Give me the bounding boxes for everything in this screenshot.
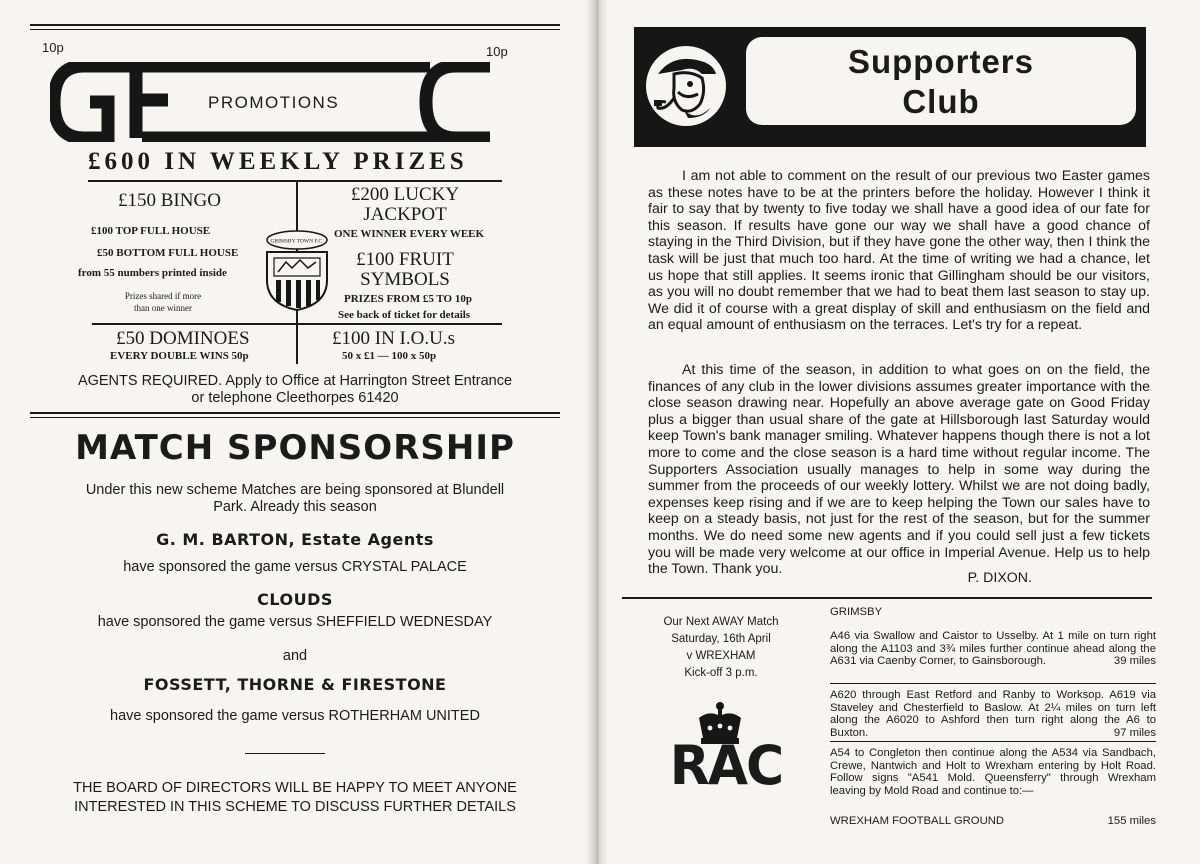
match-sponsorship-title: MATCH SPONSORSHIP — [75, 428, 515, 468]
route-leg-1-miles: 39 miles — [1113, 655, 1156, 668]
agents-required — [30, 373, 560, 407]
jackpot-title-1: £200 LUCKY — [350, 184, 460, 205]
fruit-line-1: PRIZES FROM £5 TO 10p — [344, 293, 472, 305]
route-leg-1-text: A46 via Swallow and Caistor to Usselby. At 1 mile on turn right along the A1103 and 3¾ miles further continue ahead along the A631 via Caenby Corner, to Gainsborough. — [830, 630, 1156, 668]
page-gutter — [586, 0, 608, 864]
route-leg-2 — [830, 689, 1156, 739]
weekly-prizes-heading: £600 IN WEEKLY PRIZES — [88, 148, 468, 175]
dominoes-line: EVERY DOUBLE WINS 50p — [110, 350, 249, 362]
sponsor-clouds-game: have sponsored the game versus SHEFFIELD WEDNESDAY — [97, 614, 493, 630]
ious-title: £100 IN I.O.U.s — [332, 328, 455, 349]
promotions-label: PROMOTIONS — [208, 93, 340, 112]
jackpot-line: ONE WINNER EVERY WEEK — [334, 228, 485, 240]
price-right: 10p — [486, 44, 508, 59]
notes-paragraph-2: At this time of the season, in addition to what goes on on the field, the finances of any club in the lower divisions assumes greater importance with the close season drawing near. Hopefully an above average gate on Good Friday plus a bigger than usual share of the gate at Hillsborough last Saturday would keep Town's bank manager smiling. Whatever happens though there is not a lot more to come and the close season is a hard time without regular income. The Supporters Association usually manages to help in some way during the summer from the proceeds of our weekly lottery. Whilst we are not doing badly, expenses keep rising and if we are to keep helping the Town our sales have to keep on a steady basis, not just for the rest of the season, but for the summer months. We do need some new agents and if you could sell just a few tickets you will be made very welcome at our office in Imperial Avenue. Help us to help the Town. Thank you. — [648, 362, 1150, 578]
title-line-2: Club — [902, 83, 980, 120]
title-line-1: Supporters — [847, 43, 1035, 80]
next-away-line-4: Kick-off 3 p.m. — [684, 667, 758, 679]
sponsor-barton: G. M. BARTON, Estate Agents — [156, 530, 434, 549]
prizes-rule — [88, 180, 502, 182]
route-end: WREXHAM FOOTBALL GROUND — [830, 815, 1005, 827]
route-rule-1 — [830, 683, 1156, 684]
sponsor-barton-game: have sponsored the game versus CRYSTAL PALACE — [123, 559, 467, 575]
route-rule-2 — [830, 741, 1156, 742]
next-away-line-1: Our Next AWAY Match — [663, 616, 779, 628]
agents-line-2: or telephone Cleethorpes 61420 — [191, 390, 399, 406]
bingo-note-1: Prizes shared if more — [124, 291, 202, 301]
supporters-club-title — [746, 42, 1136, 122]
route-end-miles: 155 miles — [1107, 815, 1156, 827]
bingo-title: £150 BINGO — [118, 190, 221, 211]
rac-logo-text: RAC — [669, 734, 783, 798]
fruit-title-2: SYMBOLS — [360, 269, 450, 290]
svg-text:GRIMSBY TOWN F.C.: GRIMSBY TOWN F.C. — [270, 238, 324, 245]
dominoes-title: £50 DOMINOES — [116, 328, 250, 349]
sponsorship-intro-2: Park. Already this season — [213, 499, 377, 515]
prizes-split-left — [92, 323, 296, 325]
route-leg-2-text: A620 through East Retford and Ranby to Worksop. A619 via Staveley and Chesterfield to Baslow. At 2¼ miles on turn left along the A6020 to Ashford then turn right along the A6 to Buxton. — [830, 689, 1156, 739]
bingo-line-2: £50 BOTTOM FULL HOUSE — [97, 247, 239, 259]
bingo-line-3: from 55 numbers printed inside — [78, 267, 227, 279]
ious-line: 50 x £1 — 100 x 50p — [342, 350, 437, 362]
prizes-split-right — [298, 323, 502, 325]
notes-paragraph-1: I am not able to comment on the result of our previous two Easter games as these notes have to be at the printers before the holiday. However I think it fair to say that by twenty to five today we shall have a good idea of our fate for this season. If results have gone our way we shall have a good chance of staying in the Third Division, but if they have gone the other way, then I think the task will be just that much too hard. At the time of writing we had a chance, let us hope that still applies. It seems ironic that Gillingham should be our visitors, as you will no doubt remember that we had to beat them last season to stay up. We did it of course with a great display of skill and enthusiasm on the field and an equal amount of enthusiasm on the terraces. Let's try for a repeat. — [648, 168, 1150, 334]
board-line-1: THE BOARD OF DIRECTORS WILL BE HAPPY TO MEET ANYONE — [73, 780, 517, 796]
top-rule — [30, 24, 560, 26]
sponsor-fossett: FOSSETT, THORNE & FIRESTONE — [143, 675, 447, 694]
club-crest-icon — [262, 228, 332, 312]
sponsor-fossett-game: have sponsored the game versus ROTHERHAM UNITED — [110, 708, 480, 724]
next-away-match — [626, 614, 816, 682]
bingo-line-1: £100 TOP FULL HOUSE — [91, 225, 211, 237]
price-left: 10p — [42, 40, 64, 55]
sponsor-and: and — [282, 648, 308, 664]
away-section-rule — [622, 597, 1152, 599]
route-start: GRIMSBY — [830, 606, 883, 618]
fruit-title-1: £100 FRUIT — [356, 249, 454, 270]
route-leg-2-miles: 97 miles — [1113, 726, 1156, 739]
fruit-line-2: See back of ticket for details — [338, 309, 471, 321]
next-away-line-2: Saturday, 16th April — [671, 633, 771, 645]
route-leg-1 — [830, 630, 1156, 668]
section-rule-thin — [30, 417, 560, 418]
mariner-emblem-icon — [644, 44, 728, 128]
next-away-line-3: v WREXHAM — [686, 650, 756, 662]
bingo-note-2: than one winner — [134, 303, 192, 313]
sponsor-clouds: CLOUDS — [257, 590, 333, 609]
route-leg-3: A54 to Congleton then continue along the A534 via Sandbach, Crewe, Nantwich and Holt to Wrexham entering by Holt Road. Follow signs "A541 Mold. Queensferry" through Wrexham leaving by Mold Road and continue to:— — [830, 747, 1156, 797]
jackpot-title-2: JACKPOT — [363, 204, 447, 225]
sponsorship-intro-1: Under this new scheme Matches are being sponsored at Blundell — [85, 482, 505, 498]
signature: P. DIXON. — [967, 570, 1032, 586]
top-rule-thin — [30, 29, 560, 30]
agents-line-1: AGENTS REQUIRED. Apply to Office at Harrington Street Entrance — [77, 373, 513, 389]
section-rule — [30, 412, 560, 414]
short-divider — [245, 753, 325, 754]
board-line-2: INTERESTED IN THIS SCHEME TO DISCUSS FURTHER DETAILS — [74, 799, 516, 815]
